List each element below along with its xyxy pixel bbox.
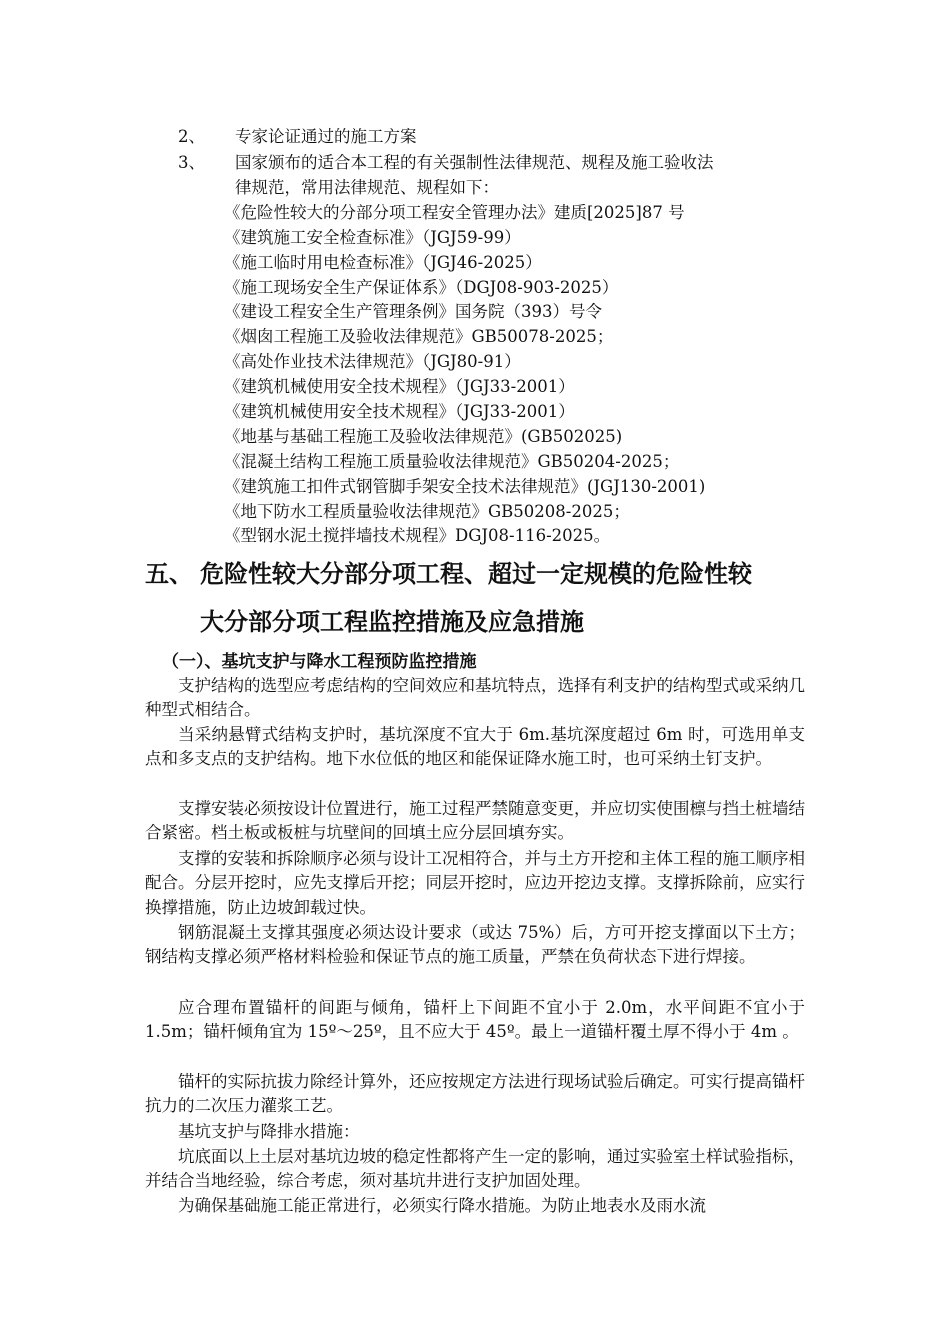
section-number: 五、 bbox=[145, 559, 193, 588]
standard-item: 《建筑机械使用安全技术规程》（JGJ33-2001） bbox=[224, 402, 575, 421]
list-number: 3、 bbox=[178, 153, 205, 172]
body-paragraph: 应合理布置锚杆的间距与倾角，锚杆上下间距不宜小于 2.0m，水平间距不宜小于 1.5m；锚杆倾角宜为 15º～25º，且不应大于 45º。最上一道锚杆覆土厚不得小于 4m 。 bbox=[145, 998, 805, 1042]
list-text: 专家论证通过的施工方案 bbox=[235, 127, 417, 146]
standard-item: 《地下防水工程质量验收法律规范》GB50208-2025； bbox=[224, 502, 630, 521]
standard-item: 《高处作业技术法律规范》（JGJ80-91） bbox=[224, 352, 521, 371]
subsection-title: （一）、基坑支护与降水工程预防监控措施 bbox=[162, 652, 477, 672]
standard-item: 《地基与基础工程施工及验收法律规范》(GB502025) bbox=[224, 427, 623, 446]
standard-item: 《施工临时用电检查标准》（JGJ46-2025） bbox=[224, 253, 542, 272]
body-paragraph: 基坑支护与降排水措施： bbox=[178, 1122, 360, 1141]
list-number: 2、 bbox=[178, 127, 205, 146]
body-paragraph: 当采纳悬臂式结构支护时，基坑深度不宜大于 6m.基坑深度超过 6m 时，可选用单支点和多支点的支护结构。地下水位低的地区和能保证降水施工时，也可采纳土钉支护。 bbox=[145, 725, 805, 769]
standard-item: 《建筑施工扣件式钢管脚手架安全技术法律规范》(JGJ130-2001) bbox=[224, 477, 706, 496]
body-paragraph: 支护结构的选型应考虑结构的空间效应和基坑特点，选择有利支护的结构型式或采纳几种型式相结合。 bbox=[145, 676, 805, 720]
list-text-continued: 律规范，常用法律规范、规程如下： bbox=[235, 178, 499, 197]
body-paragraph: 为确保基础施工能正常进行，必须实行降水措施。为防止地表水及雨水流 bbox=[178, 1196, 706, 1215]
standard-item: 《危险性较大的分部分项工程安全管理办法》建质[2025]87 号 bbox=[224, 203, 685, 222]
body-paragraph: 坑底面以上土层对基坑边坡的稳定性都将产生一定的影响，通过实验室土样试验指标，并结合当地经验，综合考虑，须对基坑井进行支护加固处理。 bbox=[145, 1147, 805, 1191]
standard-item: 《混凝土结构工程施工质量验收法律规范》GB50204-2025； bbox=[224, 452, 680, 471]
body-paragraph: 锚杆的实际抗拔力除经计算外，还应按规定方法进行现场试验后确定。可实行提高锚杆抗力的二次压力灌浆工艺。 bbox=[145, 1072, 805, 1116]
body-paragraph: 支撑安装必须按设计位置进行，施工过程严禁随意变更，并应切实使围檩与挡土桩墙结合紧密。档土板或板桩与坑壁间的回填土应分层回填夯实。 bbox=[145, 799, 805, 843]
section-title-line2: 大分部分项工程监控措施及应急措施 bbox=[200, 607, 584, 636]
standard-item: 《施工现场安全生产保证体系》（DGJ08-903-2025） bbox=[224, 278, 619, 297]
standard-item: 《建设工程安全生产管理条例》国务院（393）号令 bbox=[224, 302, 602, 321]
body-paragraph: 支撑的安装和拆除顺序必须与设计工况相符合，并与土方开挖和主体工程的施工顺序相配合。分层开挖时，应先支撑后开挖；同层开挖时，应边开挖边支撑。支撑拆除前，应实行换撑措施，防止边坡卸载过快。 bbox=[145, 849, 805, 917]
standard-item: 《建筑机械使用安全技术规程》（JGJ33-2001） bbox=[224, 377, 575, 396]
standard-item: 《型钢水泥土搅拌墙技术规程》DGJ08-116-2025。 bbox=[224, 526, 611, 545]
standard-item: 《建筑施工安全检查标准》（JGJ59-99） bbox=[224, 228, 521, 247]
standard-item: 《烟囱工程施工及验收法律规范》GB50078-2025； bbox=[224, 327, 614, 346]
section-title-line1: 危险性较大分部分项工程、超过一定规模的危险性较 bbox=[200, 559, 752, 588]
list-text: 国家颁布的适合本工程的有关强制性法律规范、规程及施工验收法 bbox=[235, 153, 714, 172]
body-paragraph: 钢筋混凝土支撑其强度必须达设计要求（或达 75%）后，方可开挖支撑面以下土方；钢结构支撑必须严格材料检验和保证节点的施工质量，严禁在负荷状态下进行焊接。 bbox=[145, 923, 805, 967]
